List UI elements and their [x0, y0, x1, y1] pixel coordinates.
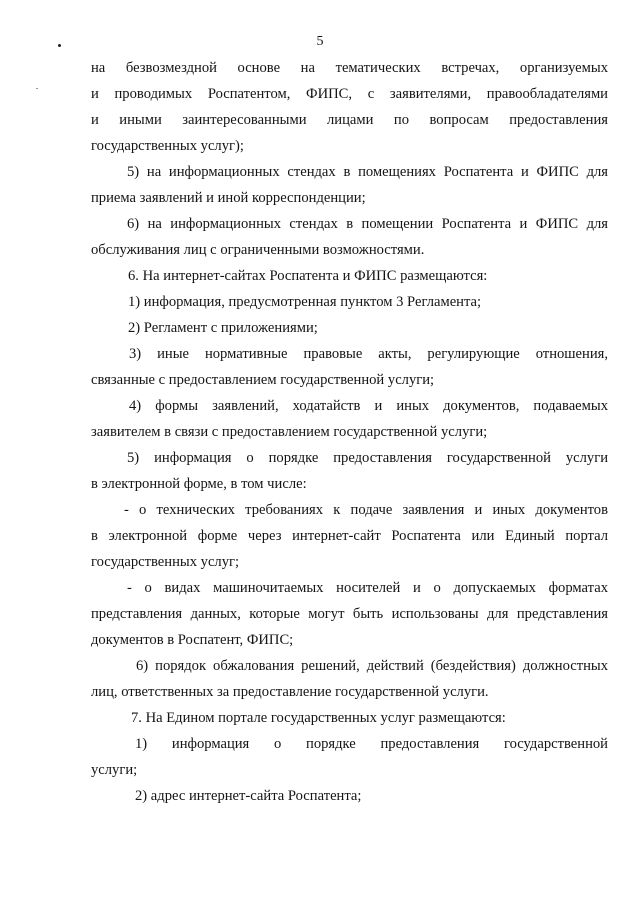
- list-item: - о технических требованиях к подаче заявления и иных документов: [124, 502, 608, 518]
- list-item: 5) информация о порядке предоставления государственной услуги: [127, 450, 608, 466]
- text-line: приема заявлений и иной корреспонденции;: [91, 190, 366, 206]
- list-item: 2) Регламент с приложениями;: [128, 320, 318, 336]
- text-line: государственных услуг;: [91, 554, 240, 570]
- section-heading: 6. На интернет-сайтах Роспатента и ФИПС размещаются:: [128, 268, 488, 284]
- text-line: государственных услуг);: [91, 138, 244, 154]
- text-line: и проводимых Роспатентом, ФИПС, с заявителями, правообладателями: [91, 86, 608, 102]
- text-line: в электронной форме через интернет-сайт Роспатента или Единый портал: [91, 528, 608, 544]
- page-number: 5: [316, 34, 324, 49]
- list-item: 1) информация о порядке предоставления государственной: [135, 736, 608, 752]
- text-line: на безвозмездной основе на тематических встречах, организуемых: [91, 60, 608, 76]
- text-line: услуги;: [91, 762, 138, 778]
- text-line: и иными заинтересованными лицами по вопросам предоставления: [91, 112, 608, 128]
- text-line: в электронной форме, в том числе:: [91, 476, 307, 492]
- text-line: представления данных, которые могут быть использованы для представления: [91, 606, 608, 622]
- list-item: - о видах машиночитаемых носителей и о допускаемых форматах: [127, 580, 608, 596]
- list-item: 6) порядок обжалования решений, действий (бездействия) должностных: [136, 658, 608, 674]
- text-line: обслуживания лиц с ограниченными возможностями.: [91, 242, 425, 258]
- scan-artifact: [36, 88, 38, 89]
- text-line: 6) на информационных стендах в помещении Роспатента и ФИПС для: [127, 216, 608, 232]
- list-item: 1) информация, предусмотренная пунктом 3 Регламента;: [128, 294, 482, 310]
- list-item: 3) иные нормативные правовые акты, регулирующие отношения,: [129, 346, 608, 362]
- section-heading: 7. На Едином портале государственных услуг размещаются:: [131, 710, 506, 726]
- list-item: 4) формы заявлений, ходатайств и иных документов, подаваемых: [129, 398, 608, 414]
- list-item: 2) адрес интернет-сайта Роспатента;: [135, 788, 362, 804]
- text-line: заявителем в связи с предоставлением государственной услуги;: [91, 424, 488, 440]
- text-line: 5) на информационных стендах в помещениях Роспатента и ФИПС для: [127, 164, 608, 180]
- text-line: связанные с предоставлением государственной услуги;: [91, 372, 435, 388]
- text-line: лиц, ответственных за предоставление государственной услуги.: [91, 684, 489, 700]
- text-line: документов в Роспатент, ФИПС;: [91, 632, 294, 648]
